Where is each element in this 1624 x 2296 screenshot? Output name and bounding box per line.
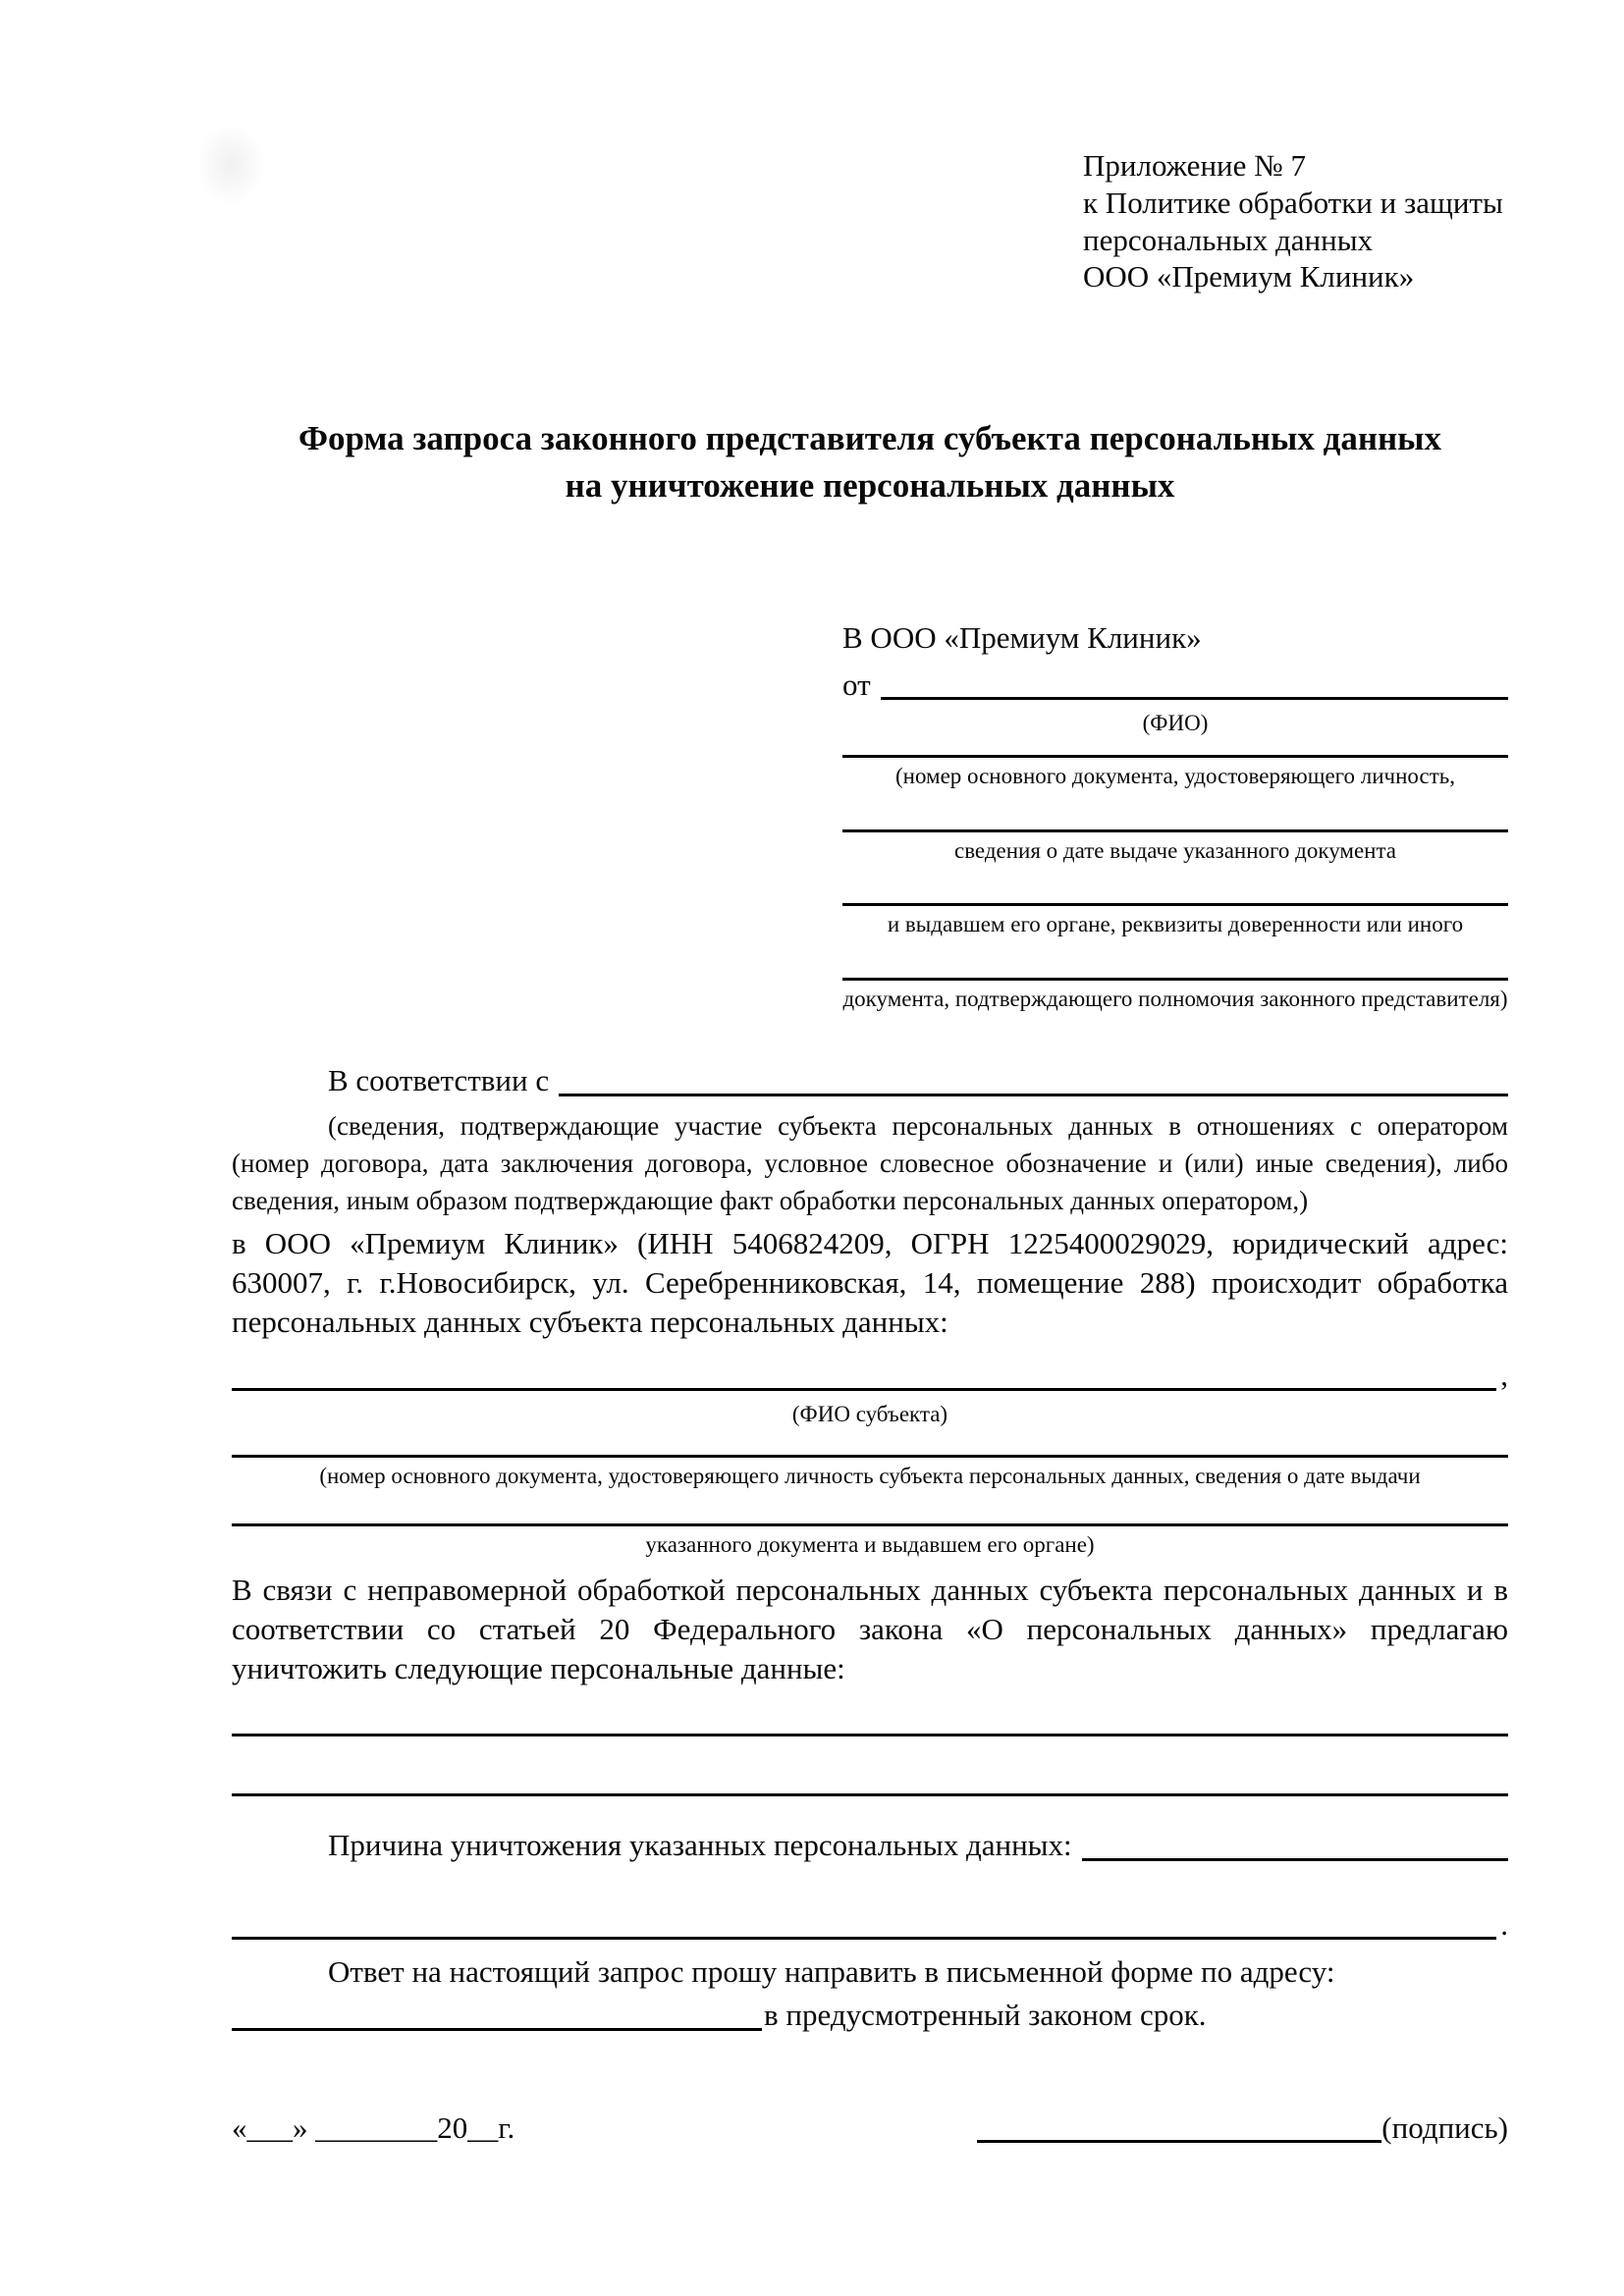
addressee-to: В ООО «Премиум Клиник» [842,619,1202,655]
title-line-2: на уничтожение персональных данных [565,465,1175,505]
fio-caption: (ФИО) [1142,711,1209,736]
field-caption: указанного документа и выдавшем его органе) [645,1531,1095,1557]
fio-blank-line [881,670,1508,700]
blank-line [842,829,1508,832]
scan-artifact [196,123,265,206]
accordance-note: (сведения, подтверждающие участие субъекта персональных данных в отношениях с оператором (номер договора, дата заключения договора, условное словесное обозначение и (или) иные сведения), либо сведения, иным образом подтверждающие факт обработки персональных данных оператором,) [232,1110,1508,1216]
reason-line [232,1826,1508,1865]
address-blank-line [232,2002,762,2031]
reason-blank-line [1082,1832,1508,1861]
subject-doc-field [232,1523,1508,1559]
field-caption: (номер основного документа, удостоверяющего личность, [894,763,1455,788]
blank-line [842,755,1508,758]
representative-doc-field [842,829,1508,865]
data-blank-line [232,1734,1508,1736]
period: . [1500,1906,1508,1942]
operator-paragraph: в ООО «Премиум Клиник» (ИНН 5406824209, ОГРН 1225400029029, юридический адрес: 630007, г. г.Новосибирск, ул. Серебренниковская, 14, помещение 288) происходит обработка персональных данных субъекта персональных данных: [232,1225,1508,1340]
document-title [232,415,1508,508]
appendix-line: Приложение № 7 [1083,148,1306,183]
signature-caption: (подпись) [1381,2109,1508,2145]
appendix-line: ООО «Премиум Клиник» [1083,259,1415,294]
blank-line [232,1523,1508,1526]
subject-fio-line [232,1356,1508,1395]
field-caption: сведения о дате выдаче указанного документа [953,837,1397,863]
reason-label: Причина уничтожения указанных персональных данных: [328,1828,1072,1863]
appendix-line: к Политике обработки и защиты [1083,185,1503,220]
data-blank-line [232,1793,1508,1796]
signature-blank-line [977,2140,1381,2143]
field-caption: и выдавшем его органе, реквизиты доверенности или иного [887,912,1464,937]
representative-doc-field [842,978,1508,1013]
reason-continuation-line [232,1905,1508,1945]
field-caption: (номер основного документа, удостоверяющего личность субъекта персональных данных, сведения о дате выдачи [319,1464,1421,1489]
representative-doc-field [842,903,1508,938]
from-label: от [842,667,871,703]
representative-doc-field [842,755,1508,790]
appendix-line: персональных данных [1083,222,1374,257]
subject-doc-field [232,1455,1508,1490]
subject-fio-caption: (ФИО субъекта) [791,1401,948,1426]
blank-line [232,1455,1508,1458]
field-caption: документа, подтверждающего полномочия законного представителя) [842,986,1508,1011]
blank-line [842,978,1508,981]
title-line-1: Форма запроса законного представителя субъекта персональных данных [298,419,1441,458]
subject-fio-blank-line [232,1362,1496,1391]
blank-line [842,903,1508,906]
accordance-blank-line [559,1067,1508,1096]
date-signature-row [232,2109,1508,2148]
answer-paragraph: Ответ на настоящий запрос прошу направить в письменной форме по адресу: [328,1954,1335,1990]
accordance-label: В соответствии с [328,1063,550,1098]
reason-blank-line [232,1910,1496,1940]
accordance-line [232,1061,1508,1100]
addressee-block [842,618,1508,1013]
answer-address-line [232,1996,1508,2035]
from-line [842,666,1508,705]
comma: , [1500,1358,1508,1393]
unlawful-paragraph: В связи с неправомерной обработкой персональных данных субъекта персональных данных и в соответствии со статьей 20 Федерального закона «О персональных данных» предлагаю уничтожить следующие персональные данные: [232,1572,1508,1686]
answer-tail: в предусмотренный законом срок. [764,1998,1207,2033]
date-line: «___» ________20__г. [232,2109,515,2145]
appendix-header [1083,147,1508,295]
